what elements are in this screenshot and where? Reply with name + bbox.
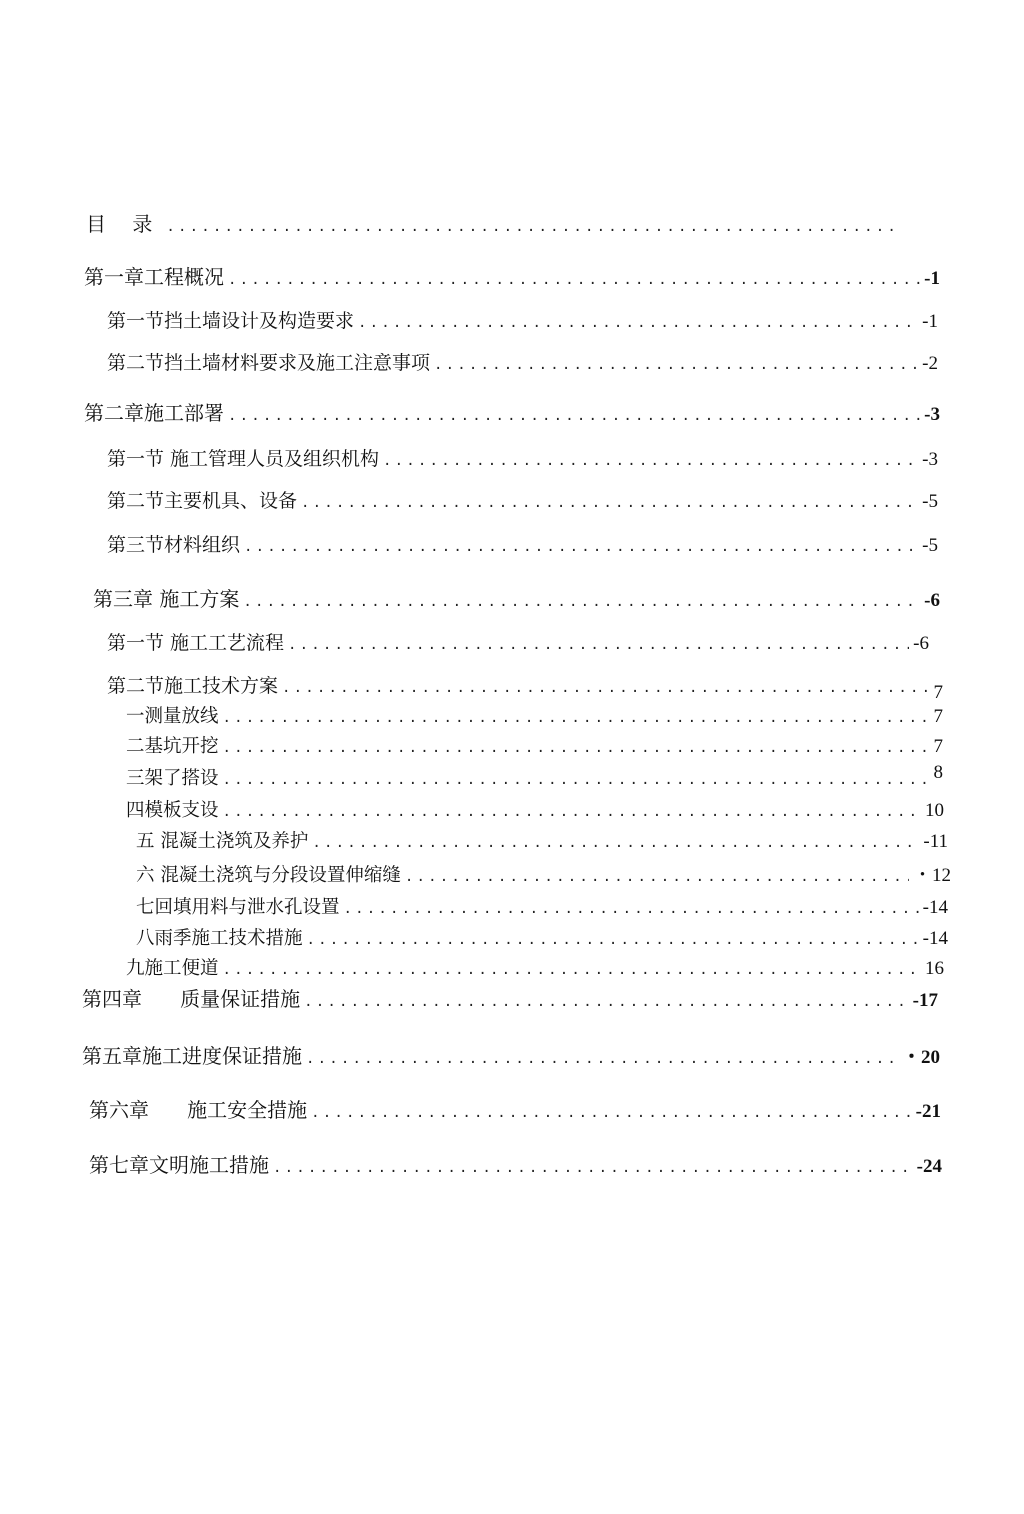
toc-entry-label: 六 混凝土浇筑与分段设置伸缩缝 — [136, 865, 401, 886]
toc-entry-page: -3 — [924, 404, 940, 425]
toc-entry-page: 7 — [933, 682, 943, 703]
toc-leader — [223, 734, 930, 762]
toc-entry-label: 三架了搭设 — [126, 768, 219, 789]
toc-leader — [223, 766, 930, 794]
toc-title-row — [86, 209, 906, 239]
toc-leader — [307, 926, 919, 954]
toc-entry-item[interactable] — [126, 797, 944, 825]
toc-entry-page: 8 — [933, 762, 943, 783]
toc-entry-page: -1 — [924, 268, 940, 289]
toc-entry-label: 一测量放线 — [126, 706, 219, 727]
toc-entry-label: 第七章文明施工措施 — [89, 1153, 269, 1177]
toc-entry-page: -2 — [922, 353, 938, 374]
toc-entry-page: -21 — [915, 1101, 941, 1122]
toc-entry-label: 第二节主要机具、设备 — [107, 490, 298, 512]
toc-entry-section[interactable] — [107, 306, 938, 336]
toc-entry-item[interactable] — [136, 894, 948, 922]
toc-entry-label: 第二节施工技术方案 — [107, 675, 279, 697]
toc-entry-page: 16 — [925, 958, 944, 979]
toc-leader — [243, 587, 920, 617]
toc-entry-chapter-5[interactable] — [82, 1041, 940, 1071]
toc-entry-label: 四模板支设 — [126, 800, 219, 821]
toc-leader — [288, 630, 909, 660]
toc-entry-page: -1 — [922, 311, 938, 332]
toc-leader — [223, 956, 921, 984]
toc-leader — [434, 350, 918, 380]
toc-entry-section[interactable] — [107, 628, 929, 658]
toc-entry-section[interactable] — [107, 671, 943, 701]
toc-entry-label: 第五章施工进度保证措施 — [82, 1044, 302, 1068]
toc-entry-page: -6 — [913, 633, 929, 654]
toc-entry-label: 第三章 施工方案 — [93, 587, 240, 611]
toc-leader — [304, 987, 909, 1017]
toc-entry-label: 九施工便道 — [126, 958, 219, 979]
toc-leader — [301, 488, 918, 518]
toc-leader — [223, 704, 930, 732]
toc-entry-label: 第六章 施工安全措施 — [89, 1098, 308, 1122]
toc-entry-page: -5 — [922, 491, 938, 512]
toc-entry-page: -11 — [923, 831, 948, 852]
toc-entry-item[interactable] — [136, 828, 948, 856]
toc-entry-page: ・20 — [901, 1047, 940, 1068]
toc-entry-page: ・12 — [912, 865, 951, 886]
toc-entry-page: -3 — [922, 449, 938, 470]
toc-entry-section[interactable] — [107, 348, 938, 378]
toc-entry-label: 第二节挡土墙材料要求及施工注意事项 — [107, 352, 431, 374]
toc-entry-label: 五 混凝土浇筑及养护 — [136, 831, 309, 852]
toc-leader — [383, 446, 918, 476]
toc-entry-item[interactable] — [126, 733, 943, 761]
toc-entry-label: 第一节 施工管理人员及组织机构 — [107, 448, 380, 470]
toc-entry-page: -6 — [924, 590, 940, 611]
toc-entry-label: 第一节 施工工艺流程 — [107, 632, 285, 654]
toc-leader — [228, 401, 920, 431]
toc-entry-item[interactable] — [126, 703, 943, 731]
toc-leader — [312, 829, 919, 857]
toc-entry-page: 7 — [933, 706, 943, 727]
toc-entry-label: 七回填用料与泄水孔设置 — [136, 897, 340, 918]
toc-entry-item[interactable] — [136, 925, 948, 953]
toc-entry-label: 第一节挡土墙设计及构造要求 — [107, 310, 355, 332]
toc-entry-item[interactable] — [136, 862, 951, 890]
toc-title: 目 录 — [86, 212, 163, 236]
toc-leader — [344, 895, 919, 923]
toc-entry-page: -14 — [922, 928, 948, 949]
toc-entry-label: 第四章 质量保证措施 — [82, 987, 301, 1011]
toc-entry-chapter-3[interactable] — [93, 584, 940, 614]
toc-leader — [244, 532, 918, 562]
toc-entry-section[interactable] — [107, 444, 938, 474]
toc-leader — [228, 265, 920, 295]
toc-entry-chapter-6[interactable] — [89, 1095, 941, 1125]
toc-entry-chapter-1[interactable] — [84, 262, 940, 292]
toc-entry-page: 10 — [925, 800, 944, 821]
toc-entry-page: -17 — [912, 990, 938, 1011]
toc-entry-label: 二基坑开挖 — [126, 736, 219, 757]
toc-entry-chapter-4[interactable] — [82, 984, 938, 1014]
toc-entry-chapter-2[interactable] — [84, 398, 940, 428]
toc-leader — [166, 212, 902, 242]
toc-entry-page: -24 — [916, 1156, 942, 1177]
toc-entry-page: -14 — [922, 897, 948, 918]
toc-entry-label: 第二章施工部署 — [84, 401, 224, 425]
toc-entry-page: -5 — [922, 535, 938, 556]
toc-entry-label: 八雨季施工技术措施 — [136, 928, 303, 949]
toc-leader — [282, 673, 929, 703]
toc-entry-section[interactable] — [107, 530, 938, 560]
toc-entry-item[interactable] — [126, 762, 943, 793]
toc-leader — [306, 1044, 898, 1074]
toc-leader — [405, 863, 909, 891]
toc-entry-page: 7 — [933, 736, 943, 757]
toc-entry-section[interactable] — [107, 486, 938, 516]
toc-leader — [358, 308, 918, 338]
toc-leader — [273, 1153, 913, 1183]
toc-entry-label: 第一章工程概况 — [84, 265, 224, 289]
toc-leader — [311, 1098, 912, 1128]
toc-leader — [223, 798, 921, 826]
toc-entry-item[interactable] — [126, 955, 944, 983]
toc-entry-label: 第三节材料组织 — [107, 534, 241, 556]
toc-entry-chapter-7[interactable] — [89, 1150, 942, 1180]
